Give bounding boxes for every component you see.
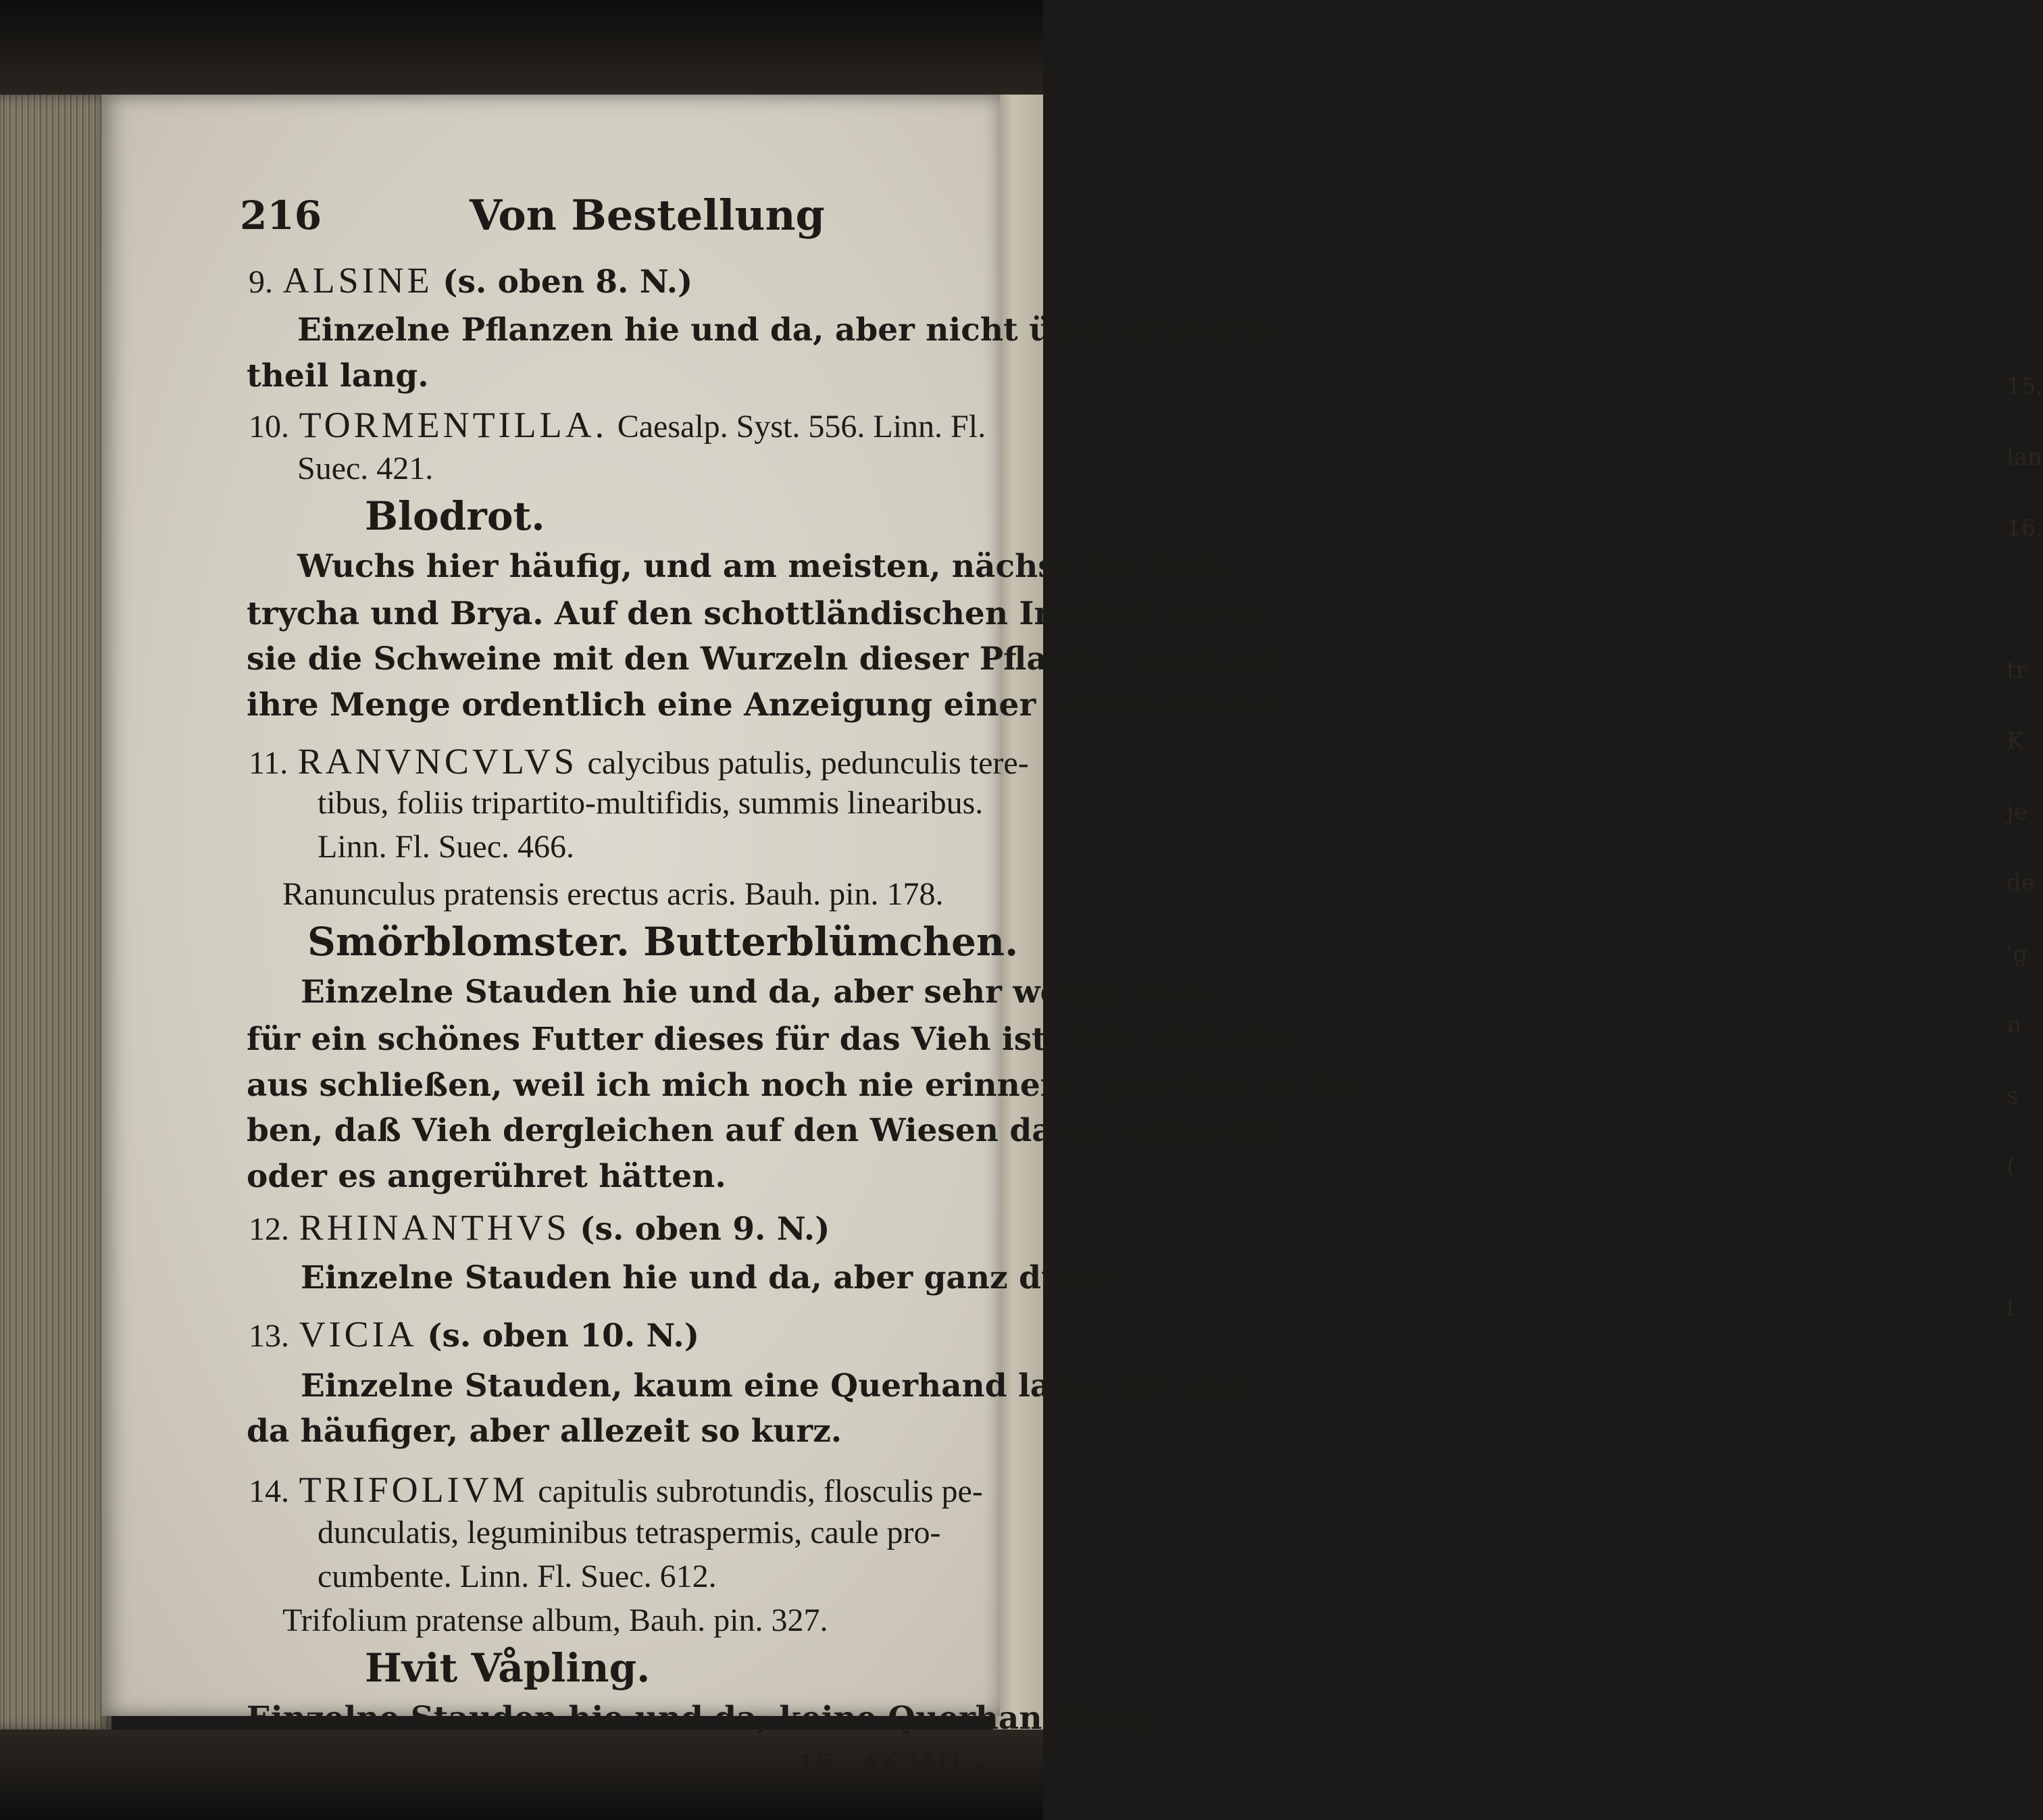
facing-page-fragment-line (2007, 564, 2036, 635)
botanical-reference-cont: Suec. 421. (297, 451, 434, 486)
synonym: Trifolium pratense album, Bauh. pin. 327. (282, 1602, 828, 1638)
facing-page-fragment-line: 'g (2007, 940, 2028, 967)
book-page-edges-left (0, 95, 111, 1729)
entry-9-text-line: theil lang. (247, 357, 429, 395)
genus-name: ALSINE (282, 260, 433, 301)
facing-page-fragment-line: 16. (2007, 515, 2043, 542)
vernacular-name: Smörblomster. Butterblümchen. (307, 919, 1019, 965)
entry-14-heading (249, 1471, 983, 1508)
page-number: 216 (240, 193, 322, 238)
facing-page-fragment-line: tr (2007, 657, 2027, 684)
facing-page-text-fragment (2007, 351, 2043, 1344)
entry-number: 11. (249, 745, 288, 781)
facing-page-fragment-line: lan (2007, 444, 2043, 471)
facing-page-fragment-line (2007, 1203, 2036, 1273)
running-title: Von Bestellung (470, 191, 825, 240)
catchword: 15. ACHIL- (797, 1746, 988, 1782)
entry-11-heading (249, 743, 1029, 780)
entry-13-heading (249, 1316, 699, 1353)
top-shadow (0, 0, 1043, 101)
entry-11-text-line: ben, daß Vieh dergleichen auf den Wiesen davon gekostet, (247, 1112, 1290, 1149)
entry-number: 12. (249, 1211, 289, 1247)
facing-page-fragment-line: de (2007, 869, 2035, 896)
book-page (101, 95, 1367, 1782)
entry-13-text-line: Einzelne Stauden, kaum eine Querhand lang, hie und (301, 1367, 1253, 1405)
botanical-reference: Caesalp. Syst. 556. Linn. Fl. (617, 409, 986, 445)
genus-name: VICIA (299, 1314, 418, 1355)
entry-9-text-line: Einzelne Pflanzen hie und da, aber nicht über ein Vier- (297, 311, 1276, 349)
cross-reference: (s. oben 8. N.) (443, 263, 693, 301)
facing-page-fragment-line: n (2007, 1011, 2021, 1038)
entry-12-text-line: Einzelne Stauden hie und da, aber ganz dürre. (301, 1259, 1129, 1296)
entry-number: 9. (249, 264, 273, 300)
facing-page-fragment-line: je (2007, 799, 2027, 826)
entry-10-text-line: sie die Schweine mit den Wurzeln dieser Pflanze, sonst ist (247, 640, 1281, 678)
botanical-diagnosis-cont: cumbente. Linn. Fl. Suec. 612. (318, 1559, 717, 1594)
genus-name: RANVNCVLVS (297, 741, 578, 782)
entry-10-heading (249, 407, 986, 443)
entry-11-text-line: für ein schönes Futter dieses für das Vieh ist, läßt sich dar- (247, 1021, 1307, 1058)
entry-11-text-line: aus schließen, weil ich mich noch nie erinnere, gesehen zu ha- (247, 1067, 1367, 1104)
entry-10-text-line: trycha und Brya. Auf den schottländischen Inseln füttern (247, 595, 1267, 632)
entry-12-heading (249, 1209, 830, 1246)
botanical-diagnosis: calycibus patulis, pedunculis tere- (587, 745, 1029, 781)
genus-name: TORMENTILLA. (299, 405, 608, 445)
entry-11-text-line: Einzelne Stauden hie und da, aber sehr wenig. Was (301, 974, 1211, 1011)
facing-page-fragment-line: 15. (2007, 373, 2043, 400)
vernacular-name: Hvit Våpling. (365, 1645, 651, 1691)
botanical-diagnosis-cont: tibus, foliis tripartito-multifidis, summis linearibus. (318, 785, 984, 821)
botanical-diagnosis: capitulis subrotundis, flosculis pe- (538, 1473, 983, 1509)
synonym: Ranunculus pratensis erectus acris. Bauh. pin. 178. (282, 876, 944, 912)
genus-name: RHINANTHVS (299, 1207, 570, 1248)
entry-number: 10. (249, 409, 289, 445)
facing-page-fragment-line: s (2007, 1082, 2019, 1109)
facing-page-fragment-line: ( (2007, 1153, 2016, 1180)
entry-10-text-line: ihre Menge ordentlich eine Anzeigung einer armen Wiese. (247, 686, 1289, 724)
vernacular-name: Blodrot. (365, 493, 545, 539)
entry-10-text-line: Wuchs hier häufig, und am meisten, nächst der Poly- (297, 548, 1240, 585)
entry-14-text-line: Einzelne Stauden hie und da, keine Querhand lang. (247, 1700, 1165, 1737)
entry-number: 13. (249, 1318, 289, 1354)
cross-reference: (s. oben 9. N.) (580, 1211, 830, 1248)
entry-number: 14. (249, 1473, 289, 1509)
entry-9-heading (249, 262, 692, 299)
cross-reference: (s. oben 10. N.) (427, 1317, 699, 1355)
entry-11-text-line: oder es angerühret hätten. (247, 1158, 726, 1195)
botanical-diagnosis-cont: dunculatis, leguminibus tetraspermis, caule pro- (318, 1515, 941, 1550)
facing-page-fragment-line: l (2007, 1295, 2014, 1322)
facing-page-fragment-line: K (2007, 728, 2024, 755)
botanical-diagnosis-cont: Linn. Fl. Suec. 466. (318, 829, 574, 865)
entry-13-text-line: da häufiger, aber allezeit so kurz. (247, 1413, 842, 1450)
genus-name: TRIFOLIVM (299, 1469, 528, 1510)
